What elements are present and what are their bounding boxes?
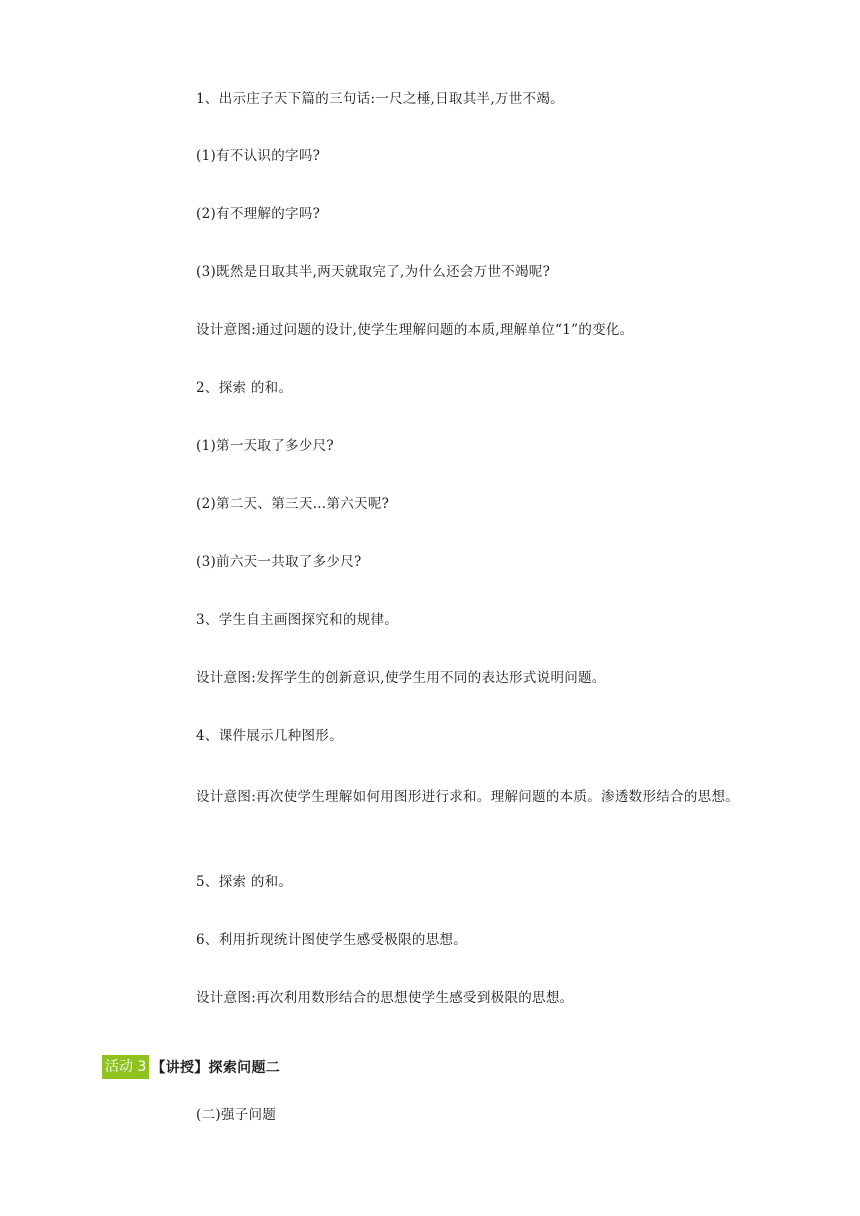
paragraph-design-intent-3: 设计意图:再次使学生理解如何用图形进行求和。理解问题的本质。渗透数形结合的思想。 (196, 789, 740, 805)
paragraph-step-6: 6、利用折现统计图使学生感受极限的思想。 (196, 932, 468, 948)
paragraph-design-intent-2: 设计意图:发挥学生的创新意识,使学生用不同的表达形式说明问题。 (196, 670, 606, 686)
paragraph-step-4: 4、课件展示几种图形。 (196, 728, 343, 744)
paragraph-question-2: (2)有不理解的字吗? (196, 206, 321, 222)
paragraph-question-3: (3)既然是日取其半,两天就取完了,为什么还会万世不竭呢? (196, 264, 551, 280)
paragraph-question-1: (1)有不认识的字吗? (196, 148, 321, 164)
paragraph-sub-1: (1)第一天取了多少尺? (196, 438, 334, 454)
paragraph-step-3: 3、学生自主画图探究和的规律。 (196, 612, 399, 628)
paragraph-step-2: 2、探索 的和。 (196, 380, 293, 396)
paragraph-step-5: 5、探索 的和。 (196, 874, 293, 890)
activity-badge: 活动 3 (102, 1055, 149, 1079)
paragraph-sub-2: (2)第二天、第三天…第六天呢? (196, 496, 390, 512)
paragraph-step-1: 1、出示庄子天下篇的三句话:一尺之棰,日取其半,万世不竭。 (196, 91, 564, 107)
paragraph-section-2: (二)强子问题 (196, 1107, 277, 1123)
activity-title: 【讲授】探索问题二 (151, 1060, 281, 1076)
paragraph-design-intent-4: 设计意图:再次利用数形结合的思想使学生感受到极限的思想。 (196, 990, 574, 1006)
paragraph-sub-3: (3)前六天一共取了多少尺? (196, 554, 362, 570)
paragraph-design-intent-1: 设计意图:通过问题的设计,使学生理解问题的本质,理解单位“1”的变化。 (196, 322, 634, 338)
activity-heading (102, 1054, 280, 1080)
